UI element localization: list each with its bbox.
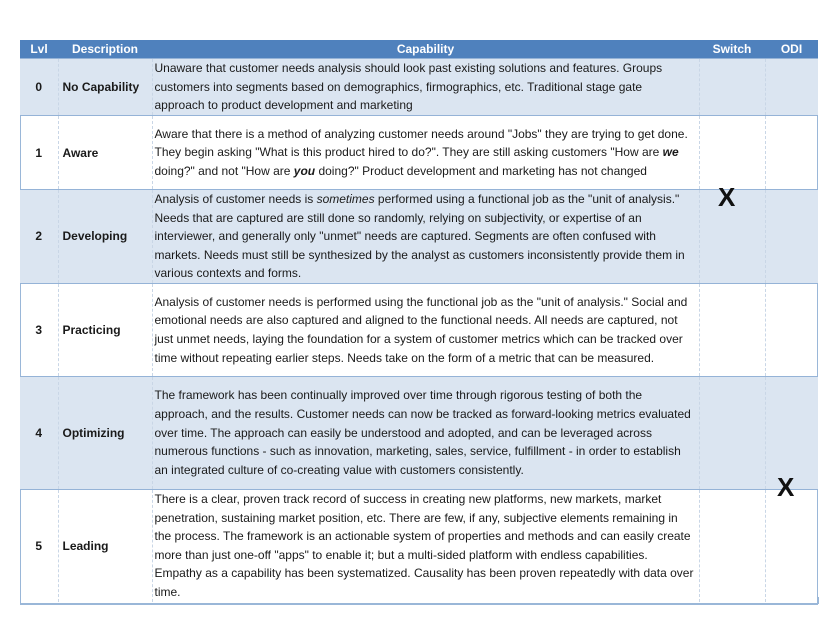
- table-row: [20, 190, 818, 284]
- row-description: Optimizing: [58, 376, 152, 489]
- switch-x-mark: X: [718, 182, 736, 212]
- capability-text-run: doing?" and not "How are: [154, 163, 294, 178]
- table-row: [20, 489, 818, 601]
- row-level: 2: [20, 190, 58, 284]
- table-row: [20, 59, 818, 116]
- header-capability: Capability: [152, 40, 699, 59]
- capability-text-run: you: [293, 163, 316, 178]
- header-description: Description: [58, 40, 152, 59]
- odi-x-mark: X: [777, 472, 795, 502]
- row-switch-cell: [699, 376, 765, 489]
- row-odi-cell: [765, 283, 818, 376]
- row-capability: [152, 116, 699, 190]
- row-description: Aware: [58, 116, 152, 190]
- capability-text-run: The framework has been continually improved over time through rigorous testing of both the approach, and the results. Customer needs can now be tracked as forward-looking metrics evaluated over time. The approach can easily be understood and adopted, and can be leveraged across numerous functions - such as innovation, marketing, sales, service, fulfillment - in order to establish an integrated culture of co-creating value with customers consistently.: [154, 388, 691, 477]
- table-row: [20, 116, 818, 190]
- row-level: 5: [20, 489, 58, 601]
- capability-text-run: Unaware that customer needs analysis should look past existing solutions and features. Groups customers into segments based on demographics, firmographics, etc. Traditional stage gate approach to product development and marketing: [154, 61, 663, 113]
- row-switch-cell: [699, 59, 765, 116]
- table-row: [20, 376, 818, 489]
- header-lvl: Lvl: [20, 40, 58, 59]
- row-switch-cell: [699, 489, 765, 601]
- row-level: 4: [20, 376, 58, 489]
- row-capability: [152, 489, 699, 601]
- header-row: [20, 40, 818, 59]
- header-switch: Switch: [699, 40, 765, 59]
- row-description: Leading: [58, 489, 152, 601]
- row-description: Practicing: [58, 283, 152, 376]
- capability-text-run: There is a clear, proven track record of success in creating new platforms, new markets, market penetration, sustaining market position, etc. There are few, if any, subjective elements remaining in the process. The framework is an actionable system of properties and methods and can easily create more than just one-off "apps" to enable it; but a multi-sided platform with endless capabilities. Empathy as a capability has been systematized. Causality has been proven repeatedly with data over time.: [154, 491, 694, 599]
- capability-text-run: Analysis of customer needs is performed using the functional job as the "unit of analysis." Social and emotional needs are also captured and aligned to the functional needs. All needs are captured, not just unmet needs, laying the foundation for a system of customer metrics which can be tracked over time without repeating earlier steps. Needs take on the form of a metric that can be measured.: [154, 294, 688, 365]
- table-row: [20, 283, 818, 376]
- capability-text-run: Aware that there is a method of analyzing customer needs around "Jobs" they are trying to get done. They begin asking "What is this product hired to do?". They are still asking customers "How are: [154, 126, 688, 160]
- capability-text-run: performed using a functional job as the "unit of analysis." Needs that are captured are still done so randomly, relying on subjectivity, or expertise of an interviewer, and generally only "unmet" needs are captured. Segments are often confused with markets. Needs must still be synthesized by the analyst as customers inconsistently provide them in various contexts and forms.: [154, 192, 685, 281]
- row-odi-cell: [765, 59, 818, 116]
- row-capability: [152, 376, 699, 489]
- capability-text-run: doing?" Product development and marketing has not changed: [315, 163, 647, 178]
- row-level: 0: [20, 59, 58, 116]
- capability-text-run: sometimes: [316, 192, 375, 206]
- row-switch-cell: [699, 283, 765, 376]
- capability-text-run: we: [662, 145, 679, 160]
- row-description: Developing: [58, 190, 152, 284]
- row-capability: [152, 190, 699, 284]
- capability-maturity-table: [20, 40, 818, 602]
- row-level: 1: [20, 116, 58, 190]
- row-level: 3: [20, 283, 58, 376]
- capability-text-run: Analysis of customer needs is: [154, 192, 317, 206]
- header-odi: ODI: [765, 40, 818, 59]
- row-description: No Capability: [58, 59, 152, 116]
- row-odi-cell: [765, 190, 818, 284]
- corner-resize-handle: [812, 597, 819, 604]
- row-capability: [152, 283, 699, 376]
- row-switch-cell: [699, 116, 765, 190]
- row-odi-cell: [765, 489, 818, 601]
- row-capability: [152, 59, 699, 116]
- table-bottom-border: [20, 603, 818, 605]
- row-odi-cell: [765, 116, 818, 190]
